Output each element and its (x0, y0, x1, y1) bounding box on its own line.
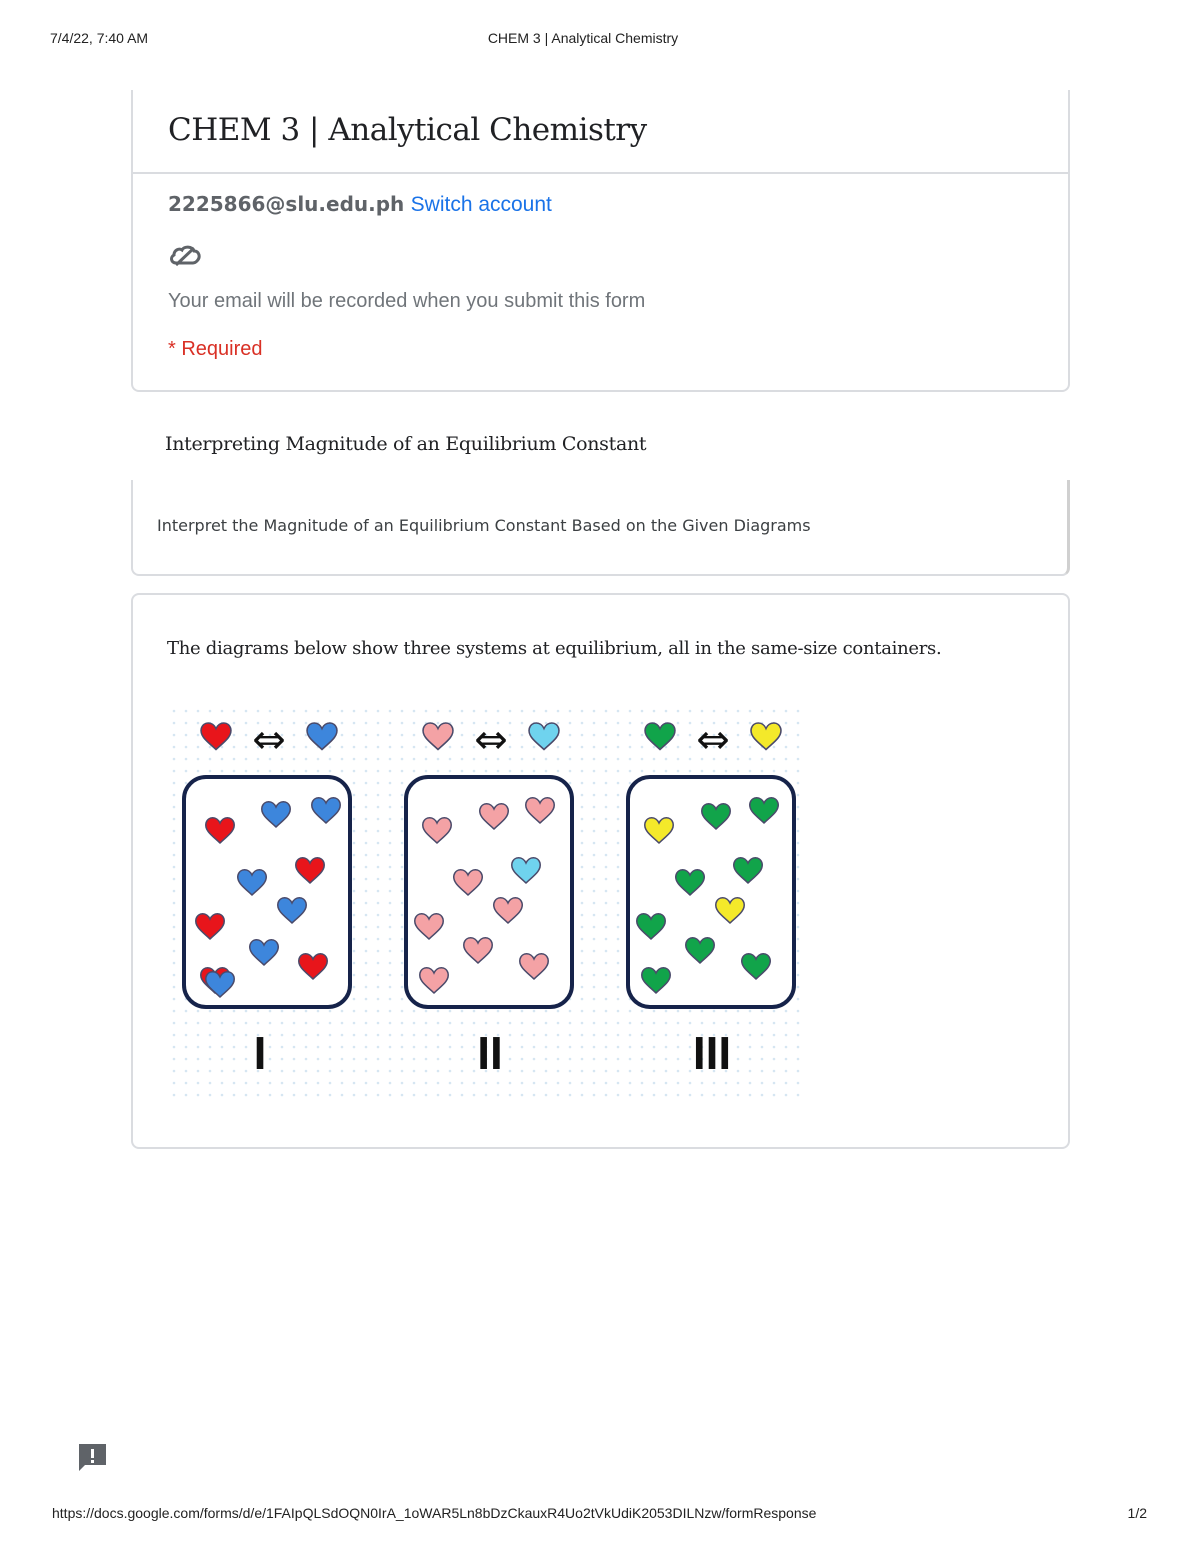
equilibrium-arrow: ⇔ (696, 717, 730, 763)
print-page-number: 1/2 (1127, 1505, 1147, 1521)
section-description-card (131, 480, 1070, 576)
form-title: CHEM 3 | Analytical Chemistry (168, 112, 647, 148)
form-header-card (131, 90, 1070, 392)
print-title: CHEM 3 | Analytical Chemistry (487, 30, 679, 46)
question-card (131, 593, 1070, 1149)
system-label: I (253, 1027, 267, 1079)
section-title: Interpreting Magnitude of an Equilibrium Constant (165, 433, 647, 455)
system-label: III (692, 1027, 732, 1079)
system-label: II (477, 1027, 503, 1079)
email-notice: Your email will be recorded when you submit this form (168, 290, 646, 312)
switch-account-link[interactable]: Switch account (410, 193, 552, 216)
print-footer (0, 1505, 1200, 1525)
required-note: * Required (168, 338, 263, 360)
account-email: 2225866@slu.edu.ph (168, 192, 405, 216)
section-description: Interpret the Magnitude of an Equilibrium Constant Based on the Given Diagrams (157, 516, 811, 535)
equilibrium-diagram (168, 705, 804, 1101)
divider (133, 172, 1068, 174)
print-date: 7/4/22, 7:40 AM (50, 30, 149, 46)
equilibrium-arrow: ⇔ (252, 717, 286, 763)
report-issue-icon[interactable] (76, 1441, 109, 1474)
equilibrium-arrow: ⇔ (474, 717, 508, 763)
print-url: https://docs.google.com/forms/d/e/1FAIpQLSdOQN0IrA_1oWAR5Ln8bDzCkauxR4Uo2tVkUdiK2053DILNzw/formResponse (52, 1505, 817, 1521)
account-row (168, 192, 552, 217)
print-header (0, 30, 1200, 50)
cloud-off-icon (168, 240, 202, 270)
question-text: The diagrams below show three systems at equilibrium, all in the same-size containers. (167, 638, 942, 659)
